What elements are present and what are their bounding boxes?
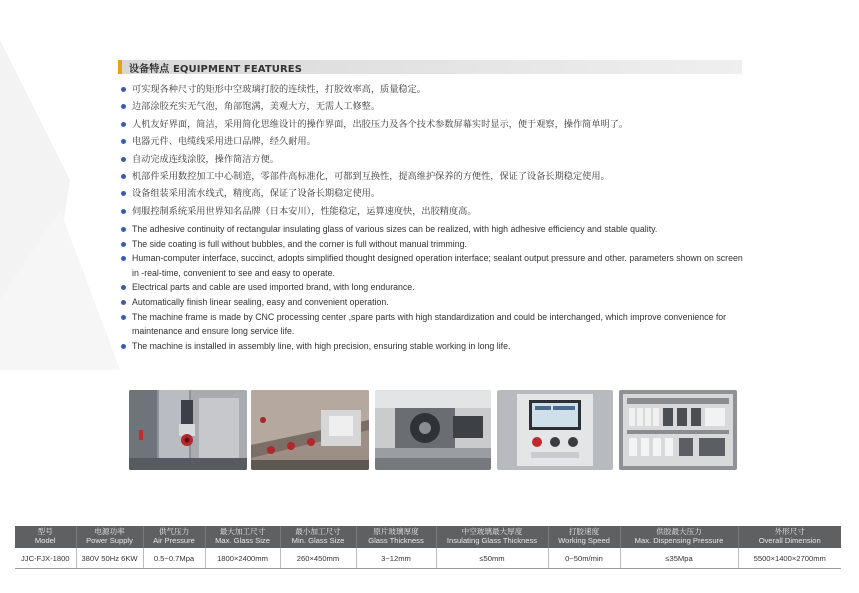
- equipment-photo-control-panel: [497, 390, 613, 470]
- equipment-photo-conveyor: [251, 390, 369, 470]
- spec-header-power: 电源功率 Power Supply: [76, 526, 143, 548]
- feature-en-item: The adhesive continuity of rectangular insulating glass of various sizes can be realized, with high adhesive efficiency and stable quality.: [121, 222, 751, 237]
- bullet-icon: [121, 139, 126, 144]
- feature-cn-item: 伺服控制系统采用世界知名品牌（日本安川），性能稳定，运算速度快，出胶精度高。: [121, 203, 746, 220]
- bullet-icon: [121, 157, 126, 162]
- spec-table: [15, 526, 841, 569]
- section-header: [118, 60, 742, 74]
- spec-cell-ig-thickness: ≤50mm: [436, 548, 548, 569]
- spec-header-min-glass: 最小加工尺寸 Min. Glass Size: [280, 526, 356, 548]
- features-en-list: [121, 222, 751, 353]
- feature-cn-item: 可实现各种尺寸的矩形中空玻璃打胶的连续性，打胶效率高，质量稳定。: [121, 81, 746, 98]
- bullet-icon: [121, 300, 126, 305]
- spec-header-model: 型号 Model: [15, 526, 76, 548]
- spec-header-max-glass: 最大加工尺寸 Max. Glass Size: [205, 526, 280, 548]
- bullet-icon: [121, 242, 126, 247]
- spec-cell-air-pressure: 0.5~0.7Mpa: [143, 548, 205, 569]
- features-cn-list: [121, 81, 746, 220]
- spec-cell-max-glass: 1800×2400mm: [205, 548, 280, 569]
- spec-cell-power: 380V 50Hz 6KW: [76, 548, 143, 569]
- spec-cell-model: JJC-FJX-1800: [15, 548, 76, 569]
- feature-en-item: Automatically finish linear sealing, easy and convenient operation.: [121, 295, 751, 310]
- bullet-icon: [121, 87, 126, 92]
- bullet-icon: [121, 174, 126, 179]
- bullet-icon: [121, 344, 126, 349]
- bullet-icon: [121, 256, 126, 261]
- feature-en-item: The machine frame is made by CNC processing center ,spare parts with high standardization and could be interchanged, which improve convenience for maintenance and ensure long service life.: [121, 310, 751, 339]
- bullet-icon: [121, 227, 126, 232]
- bullet-icon: [121, 285, 126, 290]
- bullet-icon: [121, 191, 126, 196]
- bullet-icon: [121, 104, 126, 109]
- feature-cn-item: 自动完成连线涂胶，操作简洁方便。: [121, 151, 746, 168]
- feature-cn-item: 人机友好界面，简洁，采用简化思维设计的操作界面，出胶压力及各个技术参数屏幕实时显示，便于观察，操作简单明了。: [121, 116, 746, 133]
- equipment-photo-motor: [375, 390, 491, 470]
- equipment-photo-frame: [129, 390, 247, 470]
- feature-en-item: Electrical parts and cable are used imported brand, with long endurance.: [121, 280, 751, 295]
- spec-header-air-pressure: 供气压力 Air Pressure: [143, 526, 205, 548]
- feature-cn-item: 设备组装采用流水线式，精度高，保证了设备长期稳定使用。: [121, 185, 746, 202]
- feature-cn-item: 机部件采用数控加工中心制造，零部件高标准化，可都到互换性，提高维护保养的方便性，保证了设备长期稳定使用。: [121, 168, 746, 185]
- equipment-photo-electrical-cabinet: [619, 390, 737, 470]
- spec-cell-min-glass: 260×450mm: [280, 548, 356, 569]
- feature-cn-item: 边部涂胶充实无气泡，角部饱满，美观大方，无需人工修整。: [121, 98, 746, 115]
- feature-en-item: Human-computer interface, succinct, adopts simplified thought designed operation interface; sealant output pressure and other. parameters shown on screen in -real-time, convenient to see and easy to operate.: [121, 251, 751, 280]
- spec-cell-glass-thickness: 3~12mm: [356, 548, 436, 569]
- feature-cn-item: 电器元件、电缆线采用进口品牌，经久耐用。: [121, 133, 746, 150]
- bullet-icon: [121, 315, 126, 320]
- spec-cell-dimension: 5500×1400×2700mm: [738, 548, 841, 569]
- section-marker: [118, 60, 122, 74]
- spec-header-dimension: 外形尺寸 Overall Dimension: [738, 526, 841, 548]
- spec-header-speed: 打胶速度 Working Speed: [548, 526, 620, 548]
- bullet-icon: [121, 209, 126, 214]
- feature-en-item: The machine is installed in assembly line, with high precision, ensuring stable working in long life.: [121, 339, 751, 354]
- spec-header-dispensing-pressure: 供胶最大压力 Max. Dispensing Pressure: [620, 526, 738, 548]
- spec-header-ig-thickness: 中空玻璃最大厚度 Insulating Glass Thickness: [436, 526, 548, 548]
- feature-en-item: The side coating is full without bubbles, and the corner is full without manual trimming.: [121, 237, 751, 252]
- bullet-icon: [121, 122, 126, 127]
- spec-cell-dispensing-pressure: ≤35Mpa: [620, 548, 738, 569]
- spec-cell-speed: 0~50m/min: [548, 548, 620, 569]
- spec-table-header-row: [15, 526, 841, 548]
- spec-table-row: [15, 548, 841, 569]
- section-title: 设备特点 EQUIPMENT FEATURES: [129, 63, 303, 75]
- spec-header-glass-thickness: 原片玻璃厚度 Glass Thickness: [356, 526, 436, 548]
